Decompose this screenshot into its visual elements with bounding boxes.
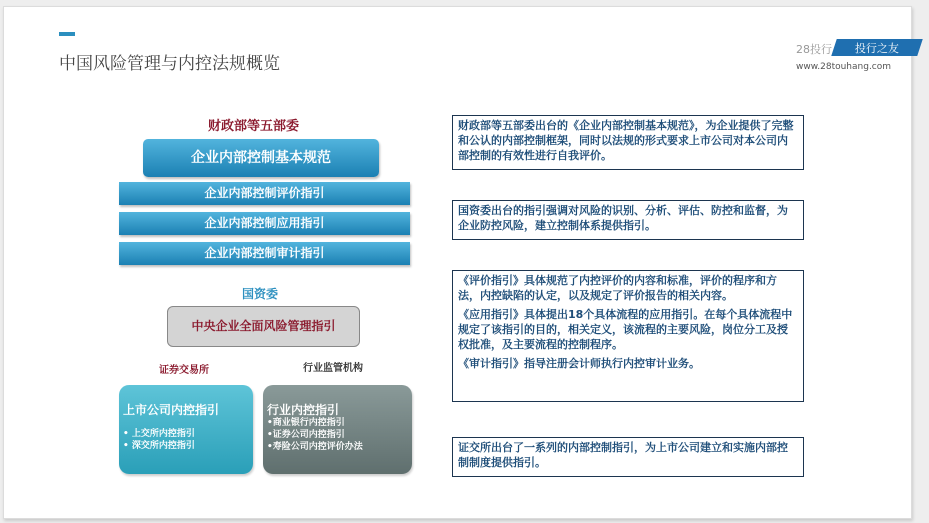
- description-text: 证交所出台了一系列的内部控制指引，为上市公司建立和实施内部控制制度提供指引。: [458, 441, 788, 469]
- basic-norm-bar: 企业内部控制基本规范: [143, 139, 379, 177]
- description-text: 《评价指引》具体规范了内控评价的内容和标准，评价的程序和方法，内控缺陷的认定，以及规定了评价报告的相关内容。: [458, 274, 777, 302]
- brand-tag: [831, 39, 923, 56]
- slide: [3, 6, 912, 519]
- description-text: 《应用指引》具体提出18个具体流程的应用指引。在每个具体流程中规定了该指引的目的，相关定义，该流程的主要风险，岗位分工及授权批准，及主要流程的控制程序。: [458, 308, 793, 351]
- listed-card-list: [123, 428, 195, 452]
- list-item: • 深交所内控指引: [123, 441, 195, 451]
- brand-url: www.28touhang.com: [796, 62, 892, 72]
- list-item: • 上交所内控指引: [123, 429, 195, 439]
- title-accent-bar: [59, 32, 75, 36]
- industry-card: [263, 385, 412, 474]
- list-item: •寿险公司内控评价办法: [267, 442, 363, 452]
- description-text: 《审计指引》指导注册会计师执行内控审计业务。: [458, 357, 700, 370]
- description-box-ministry: [452, 115, 804, 170]
- listed-company-card: [119, 385, 253, 474]
- page-title: 中国风险管理与内控法规概览: [59, 54, 280, 74]
- securities-exchange-label: 证券交易所: [159, 365, 209, 376]
- audit-guideline-bar: 企业内部控制审计指引: [119, 242, 410, 265]
- ministry-label: 财政部等五部委: [208, 119, 300, 134]
- brand-tag-label: 投行之友: [854, 42, 899, 55]
- list-item: •证券公司内控指引: [267, 430, 345, 440]
- evaluation-guideline-bar: 企业内部控制评价指引: [119, 182, 410, 205]
- list-item: •商业银行内控指引: [267, 418, 345, 428]
- industry-regulator-label: 行业监管机构: [303, 363, 363, 374]
- description-text: 财政部等五部委出台的《企业内部控制基本规范》，为企业提供了完整和公认的内部控制框架，同时以法规的形式要求上市公司对本公司内部控制的有效性进行自我评价。: [458, 119, 794, 162]
- description-box-guidelines: [452, 270, 804, 402]
- description-box-sasac: [452, 200, 804, 240]
- sasac-label: 国资委: [242, 287, 279, 301]
- listed-card-title: 上市公司内控指引: [123, 403, 220, 417]
- industry-card-title: 行业内控指引: [267, 403, 340, 417]
- industry-card-list: [267, 417, 363, 453]
- description-text: 国资委出台的指引强调对风险的识别、分析、评估、防控和监督，为企业防控风险，建立控制体系提供指引。: [458, 204, 788, 232]
- application-guideline-bar: 企业内部控制应用指引: [119, 212, 410, 235]
- central-enterprise-guide-box: 中央企业全面风险管理指引: [167, 306, 360, 347]
- brand-name: 28投行: [796, 43, 832, 56]
- description-box-exchange: [452, 437, 804, 477]
